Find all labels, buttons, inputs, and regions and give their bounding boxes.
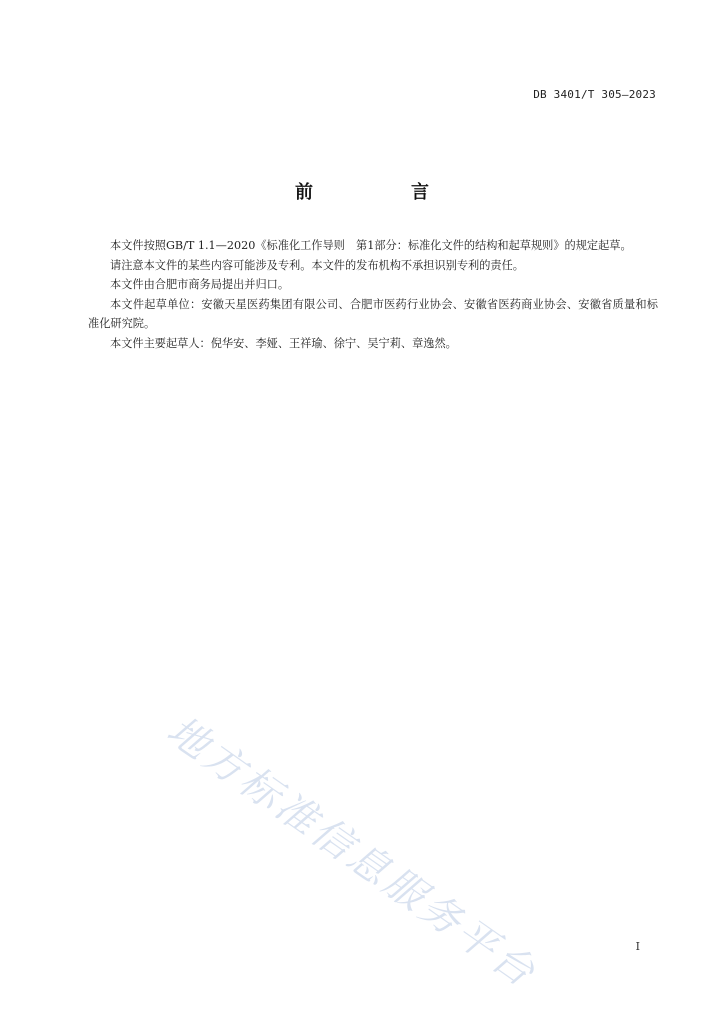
foreword-body <box>88 236 658 353</box>
watermark: 地方标准信息服务平台 <box>158 707 546 998</box>
paragraph-patent-notice: 请注意本文件的某些内容可能涉及专利。本文件的发布机构不承担识别专利的责任。 <box>110 258 524 272</box>
page-number: I <box>635 940 640 953</box>
paragraph-proposer: 本文件由合肥市商务局提出并归口。 <box>110 278 290 291</box>
paragraph-drafters: 本文件主要起草人：倪华安、李娅、王祥瑜、徐宁、吴宁莉、章逸然。 <box>110 336 457 350</box>
document-number: DB 3401/T 305—2023 <box>533 88 656 101</box>
paragraph-drafting-units: 本文件起草单位：安徽天星医药集团有限公司、合肥市医药行业协会、安徽省医药商业协会、安徽省质量和标准化研究院。 <box>88 297 658 330</box>
paragraph-drafting-rules: 本文件按照GB/T 1.1—2020《标准化工作导则 第1部分：标准化文件的结构和起草规则》的规定起草。 <box>110 239 632 252</box>
section-title: 前 言 <box>295 182 469 203</box>
